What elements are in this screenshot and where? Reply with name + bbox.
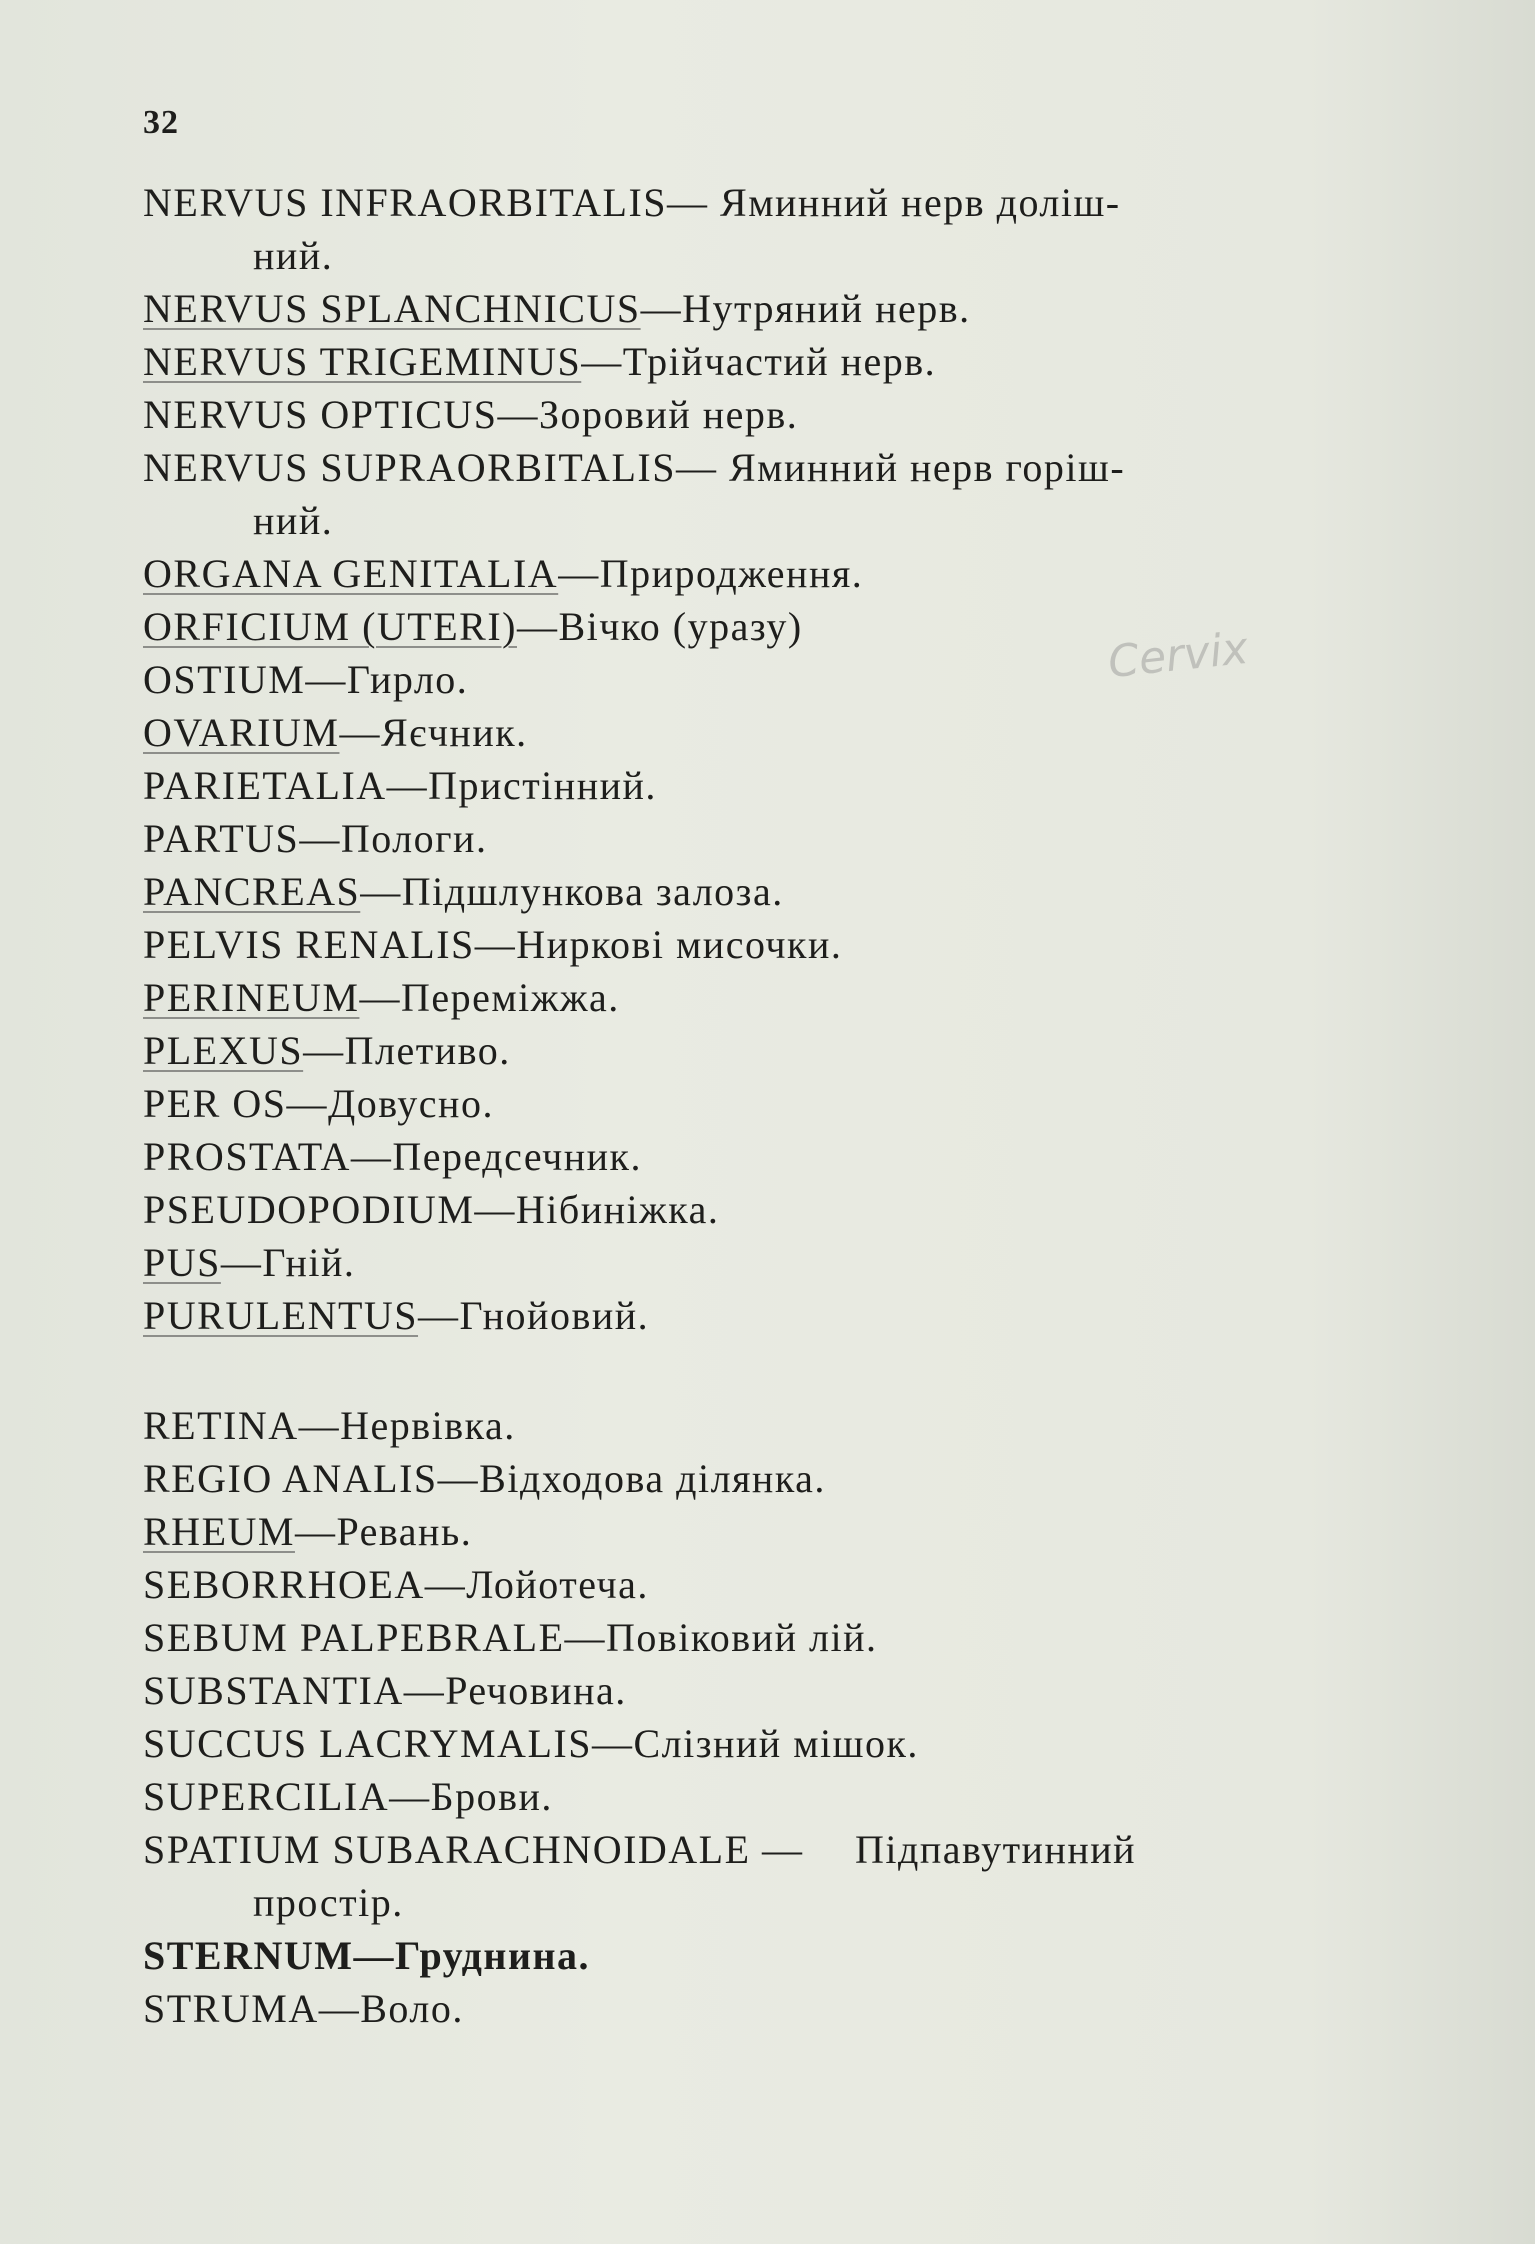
entry-term: PUS	[143, 1240, 221, 1285]
glossary-entry: PELVIS RENALIS—Ниркові мисочки.	[143, 922, 843, 967]
glossary-entry: RETINA—Нервівка.	[143, 1403, 516, 1448]
entry-term: OVARIUM	[143, 710, 340, 755]
entry-definition: Трійчастий нерв.	[622, 339, 937, 384]
glossary-entry: PURULENTUS—Гнойовий.	[143, 1293, 650, 1338]
entry-term: PARTUS	[143, 816, 300, 861]
entry-term: ORGANA GENITALIA	[143, 551, 559, 596]
entry-continuation: простір.	[253, 1880, 404, 1925]
entry-definition: Вічко (уразу)	[558, 604, 803, 649]
entry-definition: Лойотеча.	[466, 1562, 649, 1607]
glossary-entry: OSTIUM—Гирло.	[143, 657, 469, 702]
entry-definition: Груднина.	[395, 1933, 591, 1978]
glossary-entry: PROSTATA—Передсечник.	[143, 1134, 642, 1179]
glossary-list	[143, 176, 1453, 2035]
entry-definition: Яминний нерв горіш-	[728, 445, 1126, 490]
entry-definition: Яминний нерв доліш-	[720, 180, 1121, 225]
entry-definition: Гнойовий.	[459, 1293, 650, 1338]
entry-definition: Яєчник.	[380, 710, 528, 755]
entry-term: ORFICIUM (UTERI)	[143, 604, 517, 649]
glossary-entry: STRUMA—Воло.	[143, 1986, 464, 2031]
glossary-entry: NERVUS SPLANCHNICUS—Нутряний нерв.	[143, 286, 971, 331]
entry-term: STERNUM	[143, 1933, 354, 1978]
entry-definition: Ниркові мисочки.	[516, 922, 843, 967]
entry-definition: Речовина.	[445, 1668, 627, 1713]
entry-definition: Зоровий нерв.	[539, 392, 799, 437]
entry-term: NERVUS SUPRAORBITALIS	[143, 445, 676, 490]
entry-term: RHEUM	[143, 1509, 295, 1554]
entry-definition: Пристінний.	[428, 763, 657, 808]
entry-definition: Воло.	[360, 1986, 464, 2031]
glossary-entry: RHEUM—Ревань.	[143, 1509, 473, 1554]
entry-definition: Відходова ділянка.	[479, 1456, 826, 1501]
entry-term: SPATIUM SUBARACHNOIDALE	[143, 1827, 751, 1872]
entry-term: PURULENTUS	[143, 1293, 419, 1338]
entry-definition: Пологи.	[340, 816, 488, 861]
entry-definition: Плетиво.	[344, 1028, 511, 1073]
entry-term: SUCCUS LACRYMALIS	[143, 1721, 592, 1766]
glossary-entry: PSEUDOPODIUM—Нібиніжка.	[143, 1187, 720, 1232]
entry-definition: Передсечник.	[392, 1134, 642, 1179]
glossary-entry: NERVUS TRIGEMINUS—Трійчастий нерв.	[143, 339, 937, 384]
glossary-entry: NERVUS INFRAORBITALIS— Яминний нерв доліш- ний.	[143, 176, 1453, 282]
entry-term: NERVUS OPTICUS	[143, 392, 498, 437]
entry-term: STRUMA	[143, 1986, 319, 2031]
margin-handwriting: Cervix	[1105, 622, 1251, 689]
glossary-entry: PARIETALIA—Пристінний.	[143, 763, 657, 808]
entry-definition: Повіковий лій.	[606, 1615, 878, 1660]
entry-definition: Нібиніжка.	[515, 1187, 720, 1232]
glossary-entry: REGIO ANALIS—Відходова ділянка.	[143, 1456, 826, 1501]
glossary-entry: ORGANA GENITALIA—Природження.	[143, 551, 864, 596]
entry-term: PROSTATA	[143, 1134, 351, 1179]
entry-term: NERVUS TRIGEMINUS	[143, 339, 582, 384]
page-number: 32	[143, 104, 179, 141]
entry-continuation: ний.	[253, 233, 334, 278]
entry-term: RETINA	[143, 1403, 299, 1448]
entry-definition: Нутряний нерв.	[682, 286, 971, 331]
entry-term: SUPERCILIA	[143, 1774, 390, 1819]
entry-term: REGIO ANALIS	[143, 1456, 438, 1501]
entry-term: SEBORRHOEA	[143, 1562, 425, 1607]
entry-definition: Переміжжа.	[400, 975, 620, 1020]
glossary-entry: PERINEUM—Переміжжа.	[143, 975, 620, 1020]
glossary-entry: SPATIUM SUBARACHNOIDALE — Підпавутинний простір.	[143, 1823, 1453, 1929]
entry-definition: Брови.	[430, 1774, 553, 1819]
glossary-entry: SEBORRHOEA—Лойотеча.	[143, 1562, 649, 1607]
entry-term: PSEUDOPODIUM	[143, 1187, 475, 1232]
entry-definition: Природження.	[599, 551, 864, 596]
entry-term: NERVUS SPLANCHNICUS	[143, 286, 641, 331]
entry-term: PERINEUM	[143, 975, 360, 1020]
entry-definition: Довусно.	[328, 1081, 494, 1126]
glossary-entry: NERVUS SUPRAORBITALIS— Яминний нерв горіш- ний.	[143, 441, 1453, 547]
glossary-entry: PER OS—Довусно.	[143, 1081, 494, 1126]
entry-term: PER OS	[143, 1081, 287, 1126]
entry-term: PELVIS RENALIS	[143, 922, 475, 967]
entry-definition: Гній.	[262, 1240, 356, 1285]
entry-term: OSTIUM	[143, 657, 306, 702]
entry-definition: Слізний мішок.	[633, 1721, 919, 1766]
entry-term: NERVUS INFRAORBITALIS	[143, 180, 668, 225]
glossary-entry: NERVUS OPTICUS—Зоровий нерв.	[143, 392, 799, 437]
entry-term: SEBUM PALPEBRALE	[143, 1615, 565, 1660]
entry-definition: Підшлункова залоза.	[401, 869, 784, 914]
glossary-entry: PANCREAS—Підшлункова залоза.	[143, 869, 784, 914]
entry-term: SUBSTANTIA	[143, 1668, 404, 1713]
glossary-entry: SUCCUS LACRYMALIS—Слізний мішок.	[143, 1721, 919, 1766]
entry-definition: Підпавутинний	[855, 1827, 1137, 1872]
entry-term: PLEXUS	[143, 1028, 304, 1073]
entry-definition: Ревань.	[336, 1509, 473, 1554]
entry-term: PARIETALIA	[143, 763, 387, 808]
glossary-entry: SEBUM PALPEBRALE—Повіковий лій.	[143, 1615, 878, 1660]
glossary-entry: SUPERCILIA—Брови.	[143, 1774, 553, 1819]
glossary-entry: OVARIUM—Яєчник.	[143, 710, 528, 755]
entry-term: PANCREAS	[143, 869, 361, 914]
entry-definition: Нервівка.	[340, 1403, 516, 1448]
glossary-entry: ORFICIUM (UTERI)—Вічко (уразу)	[143, 604, 803, 649]
glossary-entry: PARTUS—Пологи.	[143, 816, 488, 861]
glossary-entry: SUBSTANTIA—Речовина.	[143, 1668, 627, 1713]
entry-continuation: ний.	[253, 498, 334, 543]
glossary-entry: STERNUM—Груднина.	[143, 1933, 591, 1978]
glossary-entry: PLEXUS—Плетиво.	[143, 1028, 511, 1073]
glossary-entry: PUS—Гній.	[143, 1240, 356, 1285]
entry-definition: Гирло.	[346, 657, 469, 702]
